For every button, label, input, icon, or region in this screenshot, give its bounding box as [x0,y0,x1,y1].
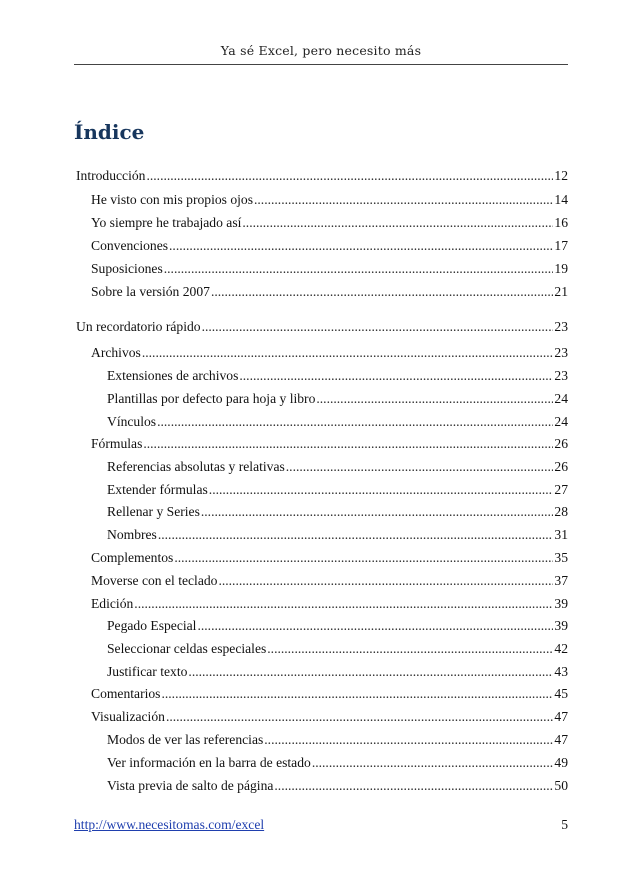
toc-entry-label: Justificar texto [107,664,188,679]
toc-entry-label: Extender fórmulas [107,482,208,497]
toc-dot-leader [161,686,553,702]
toc-entry-page: 21 [554,284,568,299]
toc-entry[interactable] [107,482,568,498]
toc-entry-page: 12 [554,168,568,183]
toc-entry-page: 17 [554,238,568,253]
toc-entry[interactable] [91,261,568,277]
toc-dot-leader [312,755,554,771]
toc-entry-label: Suposiciones [91,261,163,276]
toc-entry-page: 16 [554,215,568,230]
toc-entry-label: Referencias absolutas y relativas [107,459,285,474]
toc-entry[interactable] [91,284,568,300]
toc-dot-leader [201,504,554,520]
toc-entry[interactable] [91,215,568,231]
toc-dot-leader [134,596,553,612]
toc-dot-leader [211,284,553,300]
toc-entry[interactable] [107,641,568,657]
toc-entry-label: Visualización [91,709,165,724]
toc-entry-page: 47 [554,732,568,747]
toc-entry-label: Yo siempre he trabajado así [91,215,242,230]
toc-entry-page: 24 [554,414,568,429]
toc-entry-label: Complementos [91,550,174,565]
toc-entry-page: 31 [554,527,568,542]
toc-entry-label: Fórmulas [91,436,143,451]
toc-title: Índice [74,120,145,144]
footer-page-number: 5 [561,817,568,832]
toc-entry[interactable] [107,459,568,475]
toc-entry-page: 35 [554,550,568,565]
toc-entry-label: Ver información en la barra de estado [107,755,311,770]
toc-dot-leader [166,709,553,725]
toc-dot-leader [267,641,553,657]
toc-dot-leader [164,261,554,277]
toc-entry[interactable] [107,664,568,680]
toc-entry-page: 42 [554,641,568,656]
toc-entry-page: 39 [554,596,568,611]
toc-dot-leader [146,168,553,184]
toc-entry[interactable] [91,345,568,361]
toc-dot-leader [218,573,553,589]
toc-entry-label: Introducción [76,168,146,183]
toc-entry[interactable] [107,504,568,520]
toc-entry-page: 14 [554,192,568,207]
toc-entry-page: 28 [554,504,568,519]
toc-dot-leader [209,482,554,498]
toc-entry-label: Sobre la versión 2007 [91,284,210,299]
toc-dot-leader [264,732,553,748]
toc-entry-label: Seleccionar celdas especiales [107,641,267,656]
toc-entry[interactable] [91,238,568,254]
toc-entry-page: 26 [554,436,568,451]
toc-entry[interactable] [76,319,568,335]
toc-entry-label: Rellenar y Series [107,504,200,519]
running-header: Ya sé Excel, pero necesito más [220,43,422,58]
toc-entry-label: Vista previa de salto de página [107,778,274,793]
toc-entry-label: Un recordatorio rápido [76,319,201,334]
toc-entry[interactable] [91,192,568,208]
toc-entry-page: 47 [554,709,568,724]
toc-entry-page: 37 [554,573,568,588]
toc-dot-leader [316,391,553,407]
toc-entry-label: Modos de ver las referencias [107,732,264,747]
toc-entry-page: 19 [554,261,568,276]
toc-entry-page: 23 [554,368,568,383]
toc-entry[interactable] [107,368,568,384]
toc-dot-leader [174,550,553,566]
toc-entry[interactable] [107,732,568,748]
toc-entry[interactable] [91,436,568,452]
toc-entry[interactable] [107,527,568,543]
toc-dot-leader [169,238,553,254]
toc-dot-leader [254,192,553,208]
toc-entry-page: 39 [554,618,568,633]
toc-entry-label: Plantillas por defecto para hoja y libro [107,391,316,406]
toc-entry-page: 24 [554,391,568,406]
toc-entry[interactable] [107,755,568,771]
toc-dot-leader [239,368,553,384]
toc-entry-label: Convenciones [91,238,169,253]
toc-entry[interactable] [91,596,568,612]
toc-entry[interactable] [91,709,568,725]
toc-dot-leader [242,215,553,231]
toc-entry-page: 49 [554,755,568,770]
toc-entry-page: 26 [554,459,568,474]
toc-entry-label: Comentarios [91,686,161,701]
toc-dot-leader [143,436,553,452]
toc-entry-label: Vínculos [107,414,157,429]
toc-entry-label: Nombres [107,527,157,542]
toc-entry[interactable] [91,686,568,702]
toc-dot-leader [286,459,554,475]
footer-url-link[interactable]: http://www.necesitomas.com/excel [74,817,265,832]
toc-entry[interactable] [91,550,568,566]
toc-entry-page: 43 [554,664,568,679]
toc-dot-leader [157,414,553,430]
toc-entry-label: Archivos [91,345,141,360]
toc-dot-leader [202,319,554,335]
toc-entry[interactable] [76,168,568,184]
toc-entry[interactable] [107,618,568,634]
toc-entry-label: Moverse con el teclado [91,573,218,588]
toc-entry-label: Edición [91,596,134,611]
toc-dot-leader [158,527,554,543]
toc-entry-page: 27 [554,482,568,497]
toc-dot-leader [188,664,553,680]
toc-entry-page: 45 [554,686,568,701]
toc-entry[interactable] [107,391,568,407]
page-footer [74,817,568,833]
toc-entry-label: Pegado Especial [107,618,197,633]
toc-entry-label: Extensiones de archivos [107,368,239,383]
toc-entry[interactable] [91,573,568,589]
toc-dot-leader [142,345,554,361]
toc-entry-page: 50 [554,778,568,793]
toc-entry-page: 23 [554,345,568,360]
toc-dot-leader [274,778,553,794]
toc-dot-leader [197,618,553,634]
toc-entry-page: 23 [554,319,568,334]
toc-entry[interactable] [107,414,568,430]
toc-entry[interactable] [107,778,568,794]
toc-entry-label: He visto con mis propios ojos [91,192,253,207]
